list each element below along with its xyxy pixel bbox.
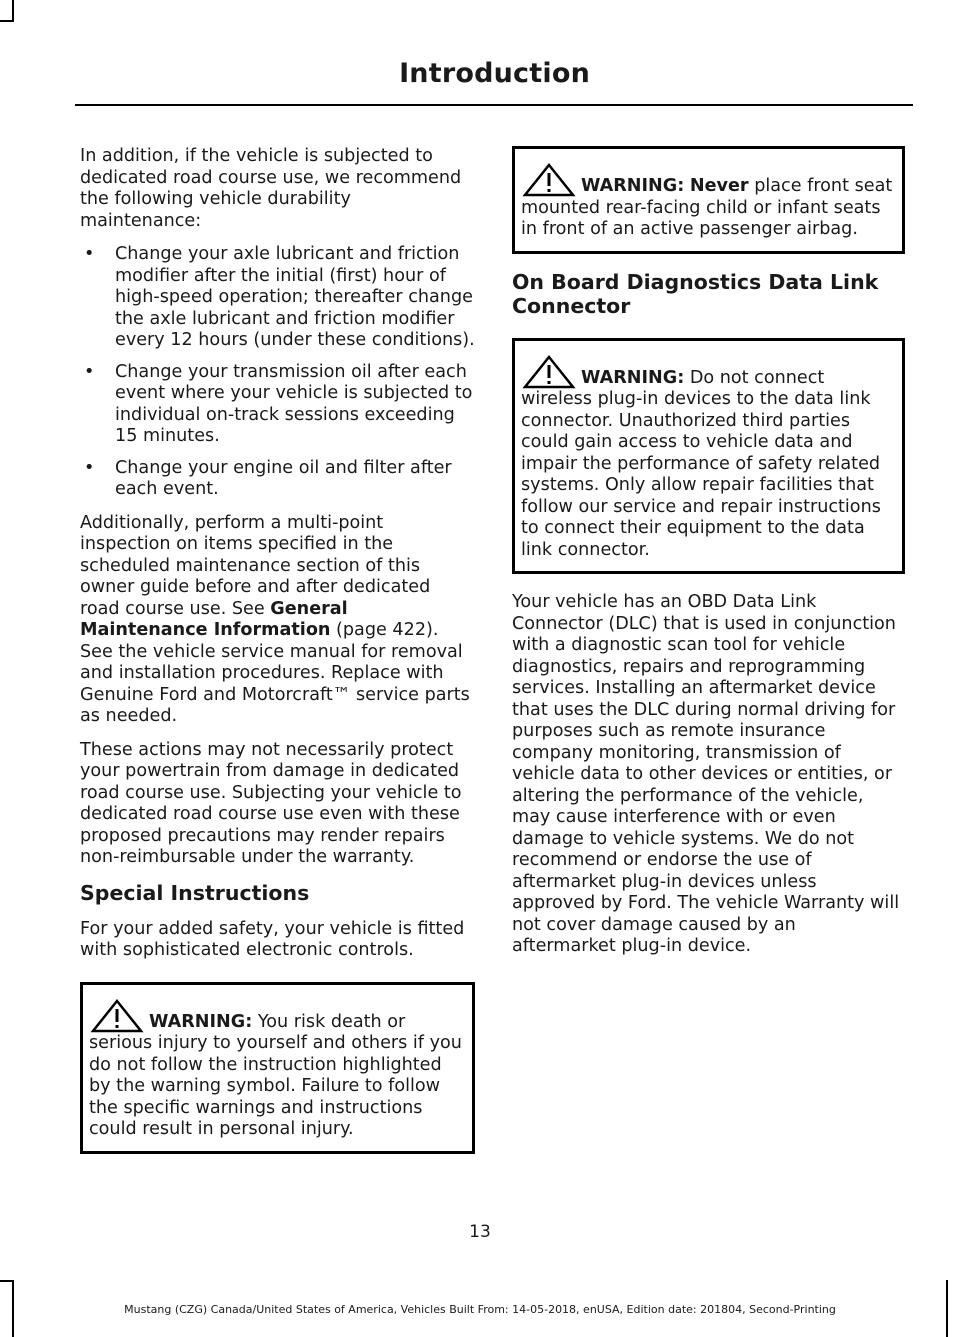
- warning-triangle-icon: [89, 999, 145, 1033]
- right-column: [512, 146, 905, 970]
- warning-box: [512, 338, 905, 575]
- page-reference: (page 422).: [330, 620, 439, 640]
- crop-mark: [0, 1280, 14, 1282]
- inspection-paragraph: [80, 513, 475, 728]
- section-heading-obd: On Board Diagnostics Data Link Connector: [512, 269, 879, 318]
- obd-paragraph: Your vehicle has an OBD Data Link Connector (DLC) that is used in conjunction with a diagnostic scan tool for vehicle diagnostics, repairs and reprogramming services. Installing an aftermarket device that uses the DLC during normal driving for purposes such as remote insurance company monitoring, transmission of vehicle data to other devices or entities, or altering the performance of the vehicle, may cause interference with or even damage to vehicle systems. We do not recommend or endorse the use of aftermarket plug-in devices unless approved by Ford. The vehicle Warranty will not cover damage caused by an aftermarket plug-in device.: [512, 592, 900, 956]
- warning-text: place front seat mounted rear-facing child or infant seats in front of an active passenger airbag.: [521, 176, 893, 239]
- warning-triangle-icon: [521, 163, 577, 197]
- powertrain-paragraph: These actions may not necessarily protect your powertrain from damage in dedicated road course use. Subjecting your vehicle to dedicated road course use even with these proposed precautions may render repairs non-reimbursable under the warranty.: [80, 739, 462, 867]
- special-instructions-paragraph: For your added safety, your vehicle is fitted with sophisticated electronic controls.: [80, 918, 465, 960]
- crop-mark: [12, 0, 14, 22]
- warning-box: [80, 982, 475, 1154]
- page-title: Introduction: [399, 58, 590, 89]
- header-rule: [75, 104, 913, 106]
- left-column: [80, 146, 475, 1168]
- warning-label: WARNING:: [149, 1011, 253, 1032]
- maintenance-list: [80, 244, 475, 501]
- section-heading-special-instructions: Special Instructions: [80, 880, 310, 905]
- intro-paragraph: In addition, if the vehicle is subjected to dedicated road course use, we recommend the following vehicle durability maintenance:: [80, 146, 462, 231]
- warning-box: [512, 146, 905, 254]
- warning-emphasis: Never: [689, 176, 749, 196]
- warning-text: Do not connect wireless plug-in devices to the data link connector. Unauthorized third parties could gain access to vehicle data and impair the performance of safety related systems. Only allow repair facilities that follow our service and repair instructions to connect their equipment to the data link connector.: [521, 367, 881, 560]
- inspection-text-continued: See the vehicle service manual for removal and installation procedures. Replace with Genuine Ford and Motorcraft™ service parts as needed.: [80, 641, 470, 726]
- list-item: • Change your transmission oil after each event where your vehicle is subjected to individual on-track sessions exceeding 15 minutes.: [80, 362, 475, 448]
- warning-label: WARNING:: [581, 367, 685, 388]
- crop-mark: [0, 20, 14, 22]
- page-number: 13: [469, 1222, 491, 1242]
- warning-text: You risk death or serious injury to yourself and others if you do not follow the instruction highlighted by the warning symbol. Failure to follow the specific warnings and instructions could result in personal injury.: [89, 1011, 462, 1139]
- list-item: • Change your axle lubricant and friction modifier after the initial (first) hour of high-speed operation; thereafter change the axle lubricant and friction modifier every 12 hours (under these conditions).: [80, 244, 475, 352]
- footer-text: Mustang (CZG) Canada/United States of America, Vehicles Built From: 14-05-2018, enUSA, Edition date: 201804, Second-Printing: [124, 1303, 836, 1316]
- inspection-text: Additionally, perform a multi-point inspection on items specified in the scheduled maintenance section of this owner guide before and after dedicated road course use. See: [80, 512, 431, 619]
- warning-triangle-icon: [521, 355, 577, 389]
- cross-reference-link[interactable]: General Maintenance Information: [80, 598, 348, 640]
- list-item: • Change your engine oil and filter after each event.: [80, 458, 475, 501]
- warning-label: WARNING:: [581, 176, 685, 196]
